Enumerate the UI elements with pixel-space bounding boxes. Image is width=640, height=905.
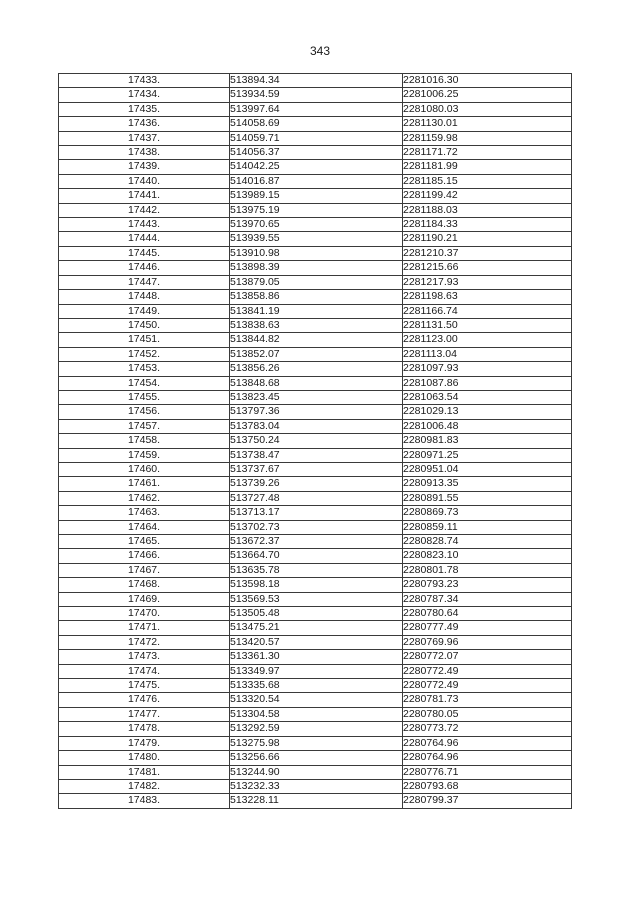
x-coordinate-cell: 513750.24 (230, 434, 403, 448)
y-coordinate-cell: 2281097.93 (403, 362, 572, 376)
x-coordinate-cell: 513256.66 (230, 751, 403, 765)
point-number-cell: 17463. (59, 506, 230, 520)
point-number-cell: 17469. (59, 592, 230, 606)
coordinates-table (58, 73, 572, 809)
y-coordinate-cell: 2281184.33 (403, 218, 572, 232)
y-coordinate-cell: 2281006.25 (403, 88, 572, 102)
y-coordinate-cell: 2281029.13 (403, 405, 572, 419)
y-coordinate-cell: 2281185.15 (403, 174, 572, 188)
point-number-cell: 17433. (59, 74, 230, 88)
y-coordinate-cell: 2281087.86 (403, 376, 572, 390)
point-number-cell: 17468. (59, 578, 230, 592)
x-coordinate-cell: 513841.19 (230, 304, 403, 318)
table-row (59, 592, 572, 606)
point-number-cell: 17458. (59, 434, 230, 448)
table-row (59, 102, 572, 116)
x-coordinate-cell: 514042.25 (230, 160, 403, 174)
y-coordinate-cell: 2281199.42 (403, 189, 572, 203)
point-number-cell: 17444. (59, 232, 230, 246)
x-coordinate-cell: 513505.48 (230, 607, 403, 621)
y-coordinate-cell: 2281215.66 (403, 261, 572, 275)
point-number-cell: 17461. (59, 477, 230, 491)
table-row (59, 347, 572, 361)
point-number-cell: 17434. (59, 88, 230, 102)
point-number-cell: 17443. (59, 218, 230, 232)
point-number-cell: 17438. (59, 146, 230, 160)
point-number-cell: 17483. (59, 794, 230, 808)
table-row (59, 736, 572, 750)
table-row (59, 621, 572, 635)
table-row (59, 160, 572, 174)
point-number-cell: 17449. (59, 304, 230, 318)
y-coordinate-cell: 2280823.10 (403, 549, 572, 563)
y-coordinate-cell: 2280913.35 (403, 477, 572, 491)
table-row (59, 751, 572, 765)
table-row (59, 174, 572, 188)
x-coordinate-cell: 513475.21 (230, 621, 403, 635)
point-number-cell: 17470. (59, 607, 230, 621)
x-coordinate-cell: 513569.53 (230, 592, 403, 606)
point-number-cell: 17446. (59, 261, 230, 275)
table-row (59, 765, 572, 779)
point-number-cell: 17450. (59, 318, 230, 332)
point-number-cell: 17453. (59, 362, 230, 376)
x-coordinate-cell: 513335.68 (230, 679, 403, 693)
y-coordinate-cell: 2281188.03 (403, 203, 572, 217)
x-coordinate-cell: 513420.57 (230, 635, 403, 649)
table-row (59, 506, 572, 520)
x-coordinate-cell: 513228.11 (230, 794, 403, 808)
point-number-cell: 17436. (59, 117, 230, 131)
y-coordinate-cell: 2280772.49 (403, 679, 572, 693)
x-coordinate-cell: 513635.78 (230, 563, 403, 577)
point-number-cell: 17481. (59, 765, 230, 779)
point-number-cell: 17447. (59, 275, 230, 289)
y-coordinate-cell: 2280772.07 (403, 650, 572, 664)
table-row (59, 376, 572, 390)
x-coordinate-cell: 513304.58 (230, 707, 403, 721)
y-coordinate-cell: 2281130.01 (403, 117, 572, 131)
x-coordinate-cell: 513797.36 (230, 405, 403, 419)
y-coordinate-cell: 2281131.50 (403, 318, 572, 332)
table-row (59, 664, 572, 678)
point-number-cell: 17465. (59, 535, 230, 549)
point-number-cell: 17475. (59, 679, 230, 693)
y-coordinate-cell: 2281210.37 (403, 246, 572, 260)
table-row (59, 707, 572, 721)
table-row (59, 117, 572, 131)
x-coordinate-cell: 513244.90 (230, 765, 403, 779)
x-coordinate-cell: 513934.59 (230, 88, 403, 102)
x-coordinate-cell: 513361.30 (230, 650, 403, 664)
table-row (59, 232, 572, 246)
x-coordinate-cell: 513738.47 (230, 448, 403, 462)
x-coordinate-cell: 513737.67 (230, 462, 403, 476)
x-coordinate-cell: 514056.37 (230, 146, 403, 160)
y-coordinate-cell: 2280859.11 (403, 520, 572, 534)
table-row (59, 779, 572, 793)
table-row (59, 131, 572, 145)
table-row (59, 333, 572, 347)
table-row (59, 693, 572, 707)
point-number-cell: 17440. (59, 174, 230, 188)
table-row (59, 189, 572, 203)
point-number-cell: 17467. (59, 563, 230, 577)
x-coordinate-cell: 513702.73 (230, 520, 403, 534)
table-row (59, 549, 572, 563)
table-row (59, 635, 572, 649)
point-number-cell: 17472. (59, 635, 230, 649)
y-coordinate-cell: 2280799.37 (403, 794, 572, 808)
point-number-cell: 17459. (59, 448, 230, 462)
x-coordinate-cell: 513939.55 (230, 232, 403, 246)
table-row (59, 520, 572, 534)
table-row (59, 318, 572, 332)
point-number-cell: 17480. (59, 751, 230, 765)
table-row (59, 261, 572, 275)
point-number-cell: 17462. (59, 491, 230, 505)
table-row (59, 794, 572, 808)
x-coordinate-cell: 513894.34 (230, 74, 403, 88)
y-coordinate-cell: 2280891.55 (403, 491, 572, 505)
point-number-cell: 17479. (59, 736, 230, 750)
y-coordinate-cell: 2280981.83 (403, 434, 572, 448)
y-coordinate-cell: 2281198.63 (403, 290, 572, 304)
y-coordinate-cell: 2280764.96 (403, 751, 572, 765)
table-row (59, 650, 572, 664)
y-coordinate-cell: 2281016.30 (403, 74, 572, 88)
point-number-cell: 17448. (59, 290, 230, 304)
x-coordinate-cell: 514059.71 (230, 131, 403, 145)
point-number-cell: 17452. (59, 347, 230, 361)
y-coordinate-cell: 2281166.74 (403, 304, 572, 318)
table-row (59, 203, 572, 217)
x-coordinate-cell: 514016.87 (230, 174, 403, 188)
y-coordinate-cell: 2280971.25 (403, 448, 572, 462)
table-row (59, 218, 572, 232)
y-coordinate-cell: 2280793.23 (403, 578, 572, 592)
x-coordinate-cell: 513879.05 (230, 275, 403, 289)
table-row (59, 290, 572, 304)
x-coordinate-cell: 513713.17 (230, 506, 403, 520)
point-number-cell: 17441. (59, 189, 230, 203)
x-coordinate-cell: 513989.15 (230, 189, 403, 203)
table-row (59, 722, 572, 736)
y-coordinate-cell: 2280764.96 (403, 736, 572, 750)
y-coordinate-cell: 2281181.99 (403, 160, 572, 174)
table-row (59, 434, 572, 448)
x-coordinate-cell: 513856.26 (230, 362, 403, 376)
point-number-cell: 17455. (59, 390, 230, 404)
table-row (59, 679, 572, 693)
point-number-cell: 17445. (59, 246, 230, 260)
point-number-cell: 17451. (59, 333, 230, 347)
x-coordinate-cell: 513672.37 (230, 535, 403, 549)
table-row (59, 419, 572, 433)
x-coordinate-cell: 513320.54 (230, 693, 403, 707)
x-coordinate-cell: 513838.63 (230, 318, 403, 332)
table-row (59, 448, 572, 462)
point-number-cell: 17474. (59, 664, 230, 678)
table-row (59, 275, 572, 289)
x-coordinate-cell: 513898.39 (230, 261, 403, 275)
table-row (59, 491, 572, 505)
y-coordinate-cell: 2280769.96 (403, 635, 572, 649)
table-row (59, 88, 572, 102)
x-coordinate-cell: 513783.04 (230, 419, 403, 433)
table-row (59, 362, 572, 376)
table-row (59, 246, 572, 260)
point-number-cell: 17439. (59, 160, 230, 174)
point-number-cell: 17460. (59, 462, 230, 476)
y-coordinate-cell: 2280869.73 (403, 506, 572, 520)
y-coordinate-cell: 2280951.04 (403, 462, 572, 476)
x-coordinate-cell: 513292.59 (230, 722, 403, 736)
y-coordinate-cell: 2281217.93 (403, 275, 572, 289)
table-row (59, 74, 572, 88)
x-coordinate-cell: 513975.19 (230, 203, 403, 217)
table-row (59, 146, 572, 160)
table-row (59, 405, 572, 419)
y-coordinate-cell: 2281123.00 (403, 333, 572, 347)
y-coordinate-cell: 2280772.49 (403, 664, 572, 678)
table-row (59, 390, 572, 404)
x-coordinate-cell: 513232.33 (230, 779, 403, 793)
y-coordinate-cell: 2280780.05 (403, 707, 572, 721)
table-row (59, 563, 572, 577)
x-coordinate-cell: 513739.26 (230, 477, 403, 491)
point-number-cell: 17456. (59, 405, 230, 419)
y-coordinate-cell: 2281113.04 (403, 347, 572, 361)
y-coordinate-cell: 2280773.72 (403, 722, 572, 736)
coordinates-table-body (59, 74, 572, 809)
x-coordinate-cell: 513858.86 (230, 290, 403, 304)
x-coordinate-cell: 513844.82 (230, 333, 403, 347)
y-coordinate-cell: 2280777.49 (403, 621, 572, 635)
point-number-cell: 17482. (59, 779, 230, 793)
point-number-cell: 17464. (59, 520, 230, 534)
x-coordinate-cell: 513664.70 (230, 549, 403, 563)
table-row (59, 578, 572, 592)
y-coordinate-cell: 2280793.68 (403, 779, 572, 793)
y-coordinate-cell: 2280776.71 (403, 765, 572, 779)
point-number-cell: 17466. (59, 549, 230, 563)
x-coordinate-cell: 514058.69 (230, 117, 403, 131)
x-coordinate-cell: 513727.48 (230, 491, 403, 505)
x-coordinate-cell: 513823.45 (230, 390, 403, 404)
point-number-cell: 17442. (59, 203, 230, 217)
y-coordinate-cell: 2281080.03 (403, 102, 572, 116)
y-coordinate-cell: 2280801.78 (403, 563, 572, 577)
point-number-cell: 17437. (59, 131, 230, 145)
point-number-cell: 17477. (59, 707, 230, 721)
point-number-cell: 17476. (59, 693, 230, 707)
point-number-cell: 17454. (59, 376, 230, 390)
point-number-cell: 17457. (59, 419, 230, 433)
y-coordinate-cell: 2281190.21 (403, 232, 572, 246)
y-coordinate-cell: 2281063.54 (403, 390, 572, 404)
table-row (59, 304, 572, 318)
x-coordinate-cell: 513349.97 (230, 664, 403, 678)
y-coordinate-cell: 2281159.98 (403, 131, 572, 145)
x-coordinate-cell: 513852.07 (230, 347, 403, 361)
y-coordinate-cell: 2280780.64 (403, 607, 572, 621)
x-coordinate-cell: 513848.68 (230, 376, 403, 390)
page-number: 343 (309, 44, 331, 58)
x-coordinate-cell: 513910.98 (230, 246, 403, 260)
x-coordinate-cell: 513997.64 (230, 102, 403, 116)
point-number-cell: 17471. (59, 621, 230, 635)
y-coordinate-cell: 2281006.48 (403, 419, 572, 433)
table-row (59, 462, 572, 476)
y-coordinate-cell: 2280781.73 (403, 693, 572, 707)
point-number-cell: 17478. (59, 722, 230, 736)
x-coordinate-cell: 513275.98 (230, 736, 403, 750)
y-coordinate-cell: 2281171.72 (403, 146, 572, 160)
table-row (59, 477, 572, 491)
table-row (59, 535, 572, 549)
y-coordinate-cell: 2280828.74 (403, 535, 572, 549)
point-number-cell: 17435. (59, 102, 230, 116)
x-coordinate-cell: 513598.18 (230, 578, 403, 592)
y-coordinate-cell: 2280787.34 (403, 592, 572, 606)
point-number-cell: 17473. (59, 650, 230, 664)
table-row (59, 607, 572, 621)
x-coordinate-cell: 513970.65 (230, 218, 403, 232)
